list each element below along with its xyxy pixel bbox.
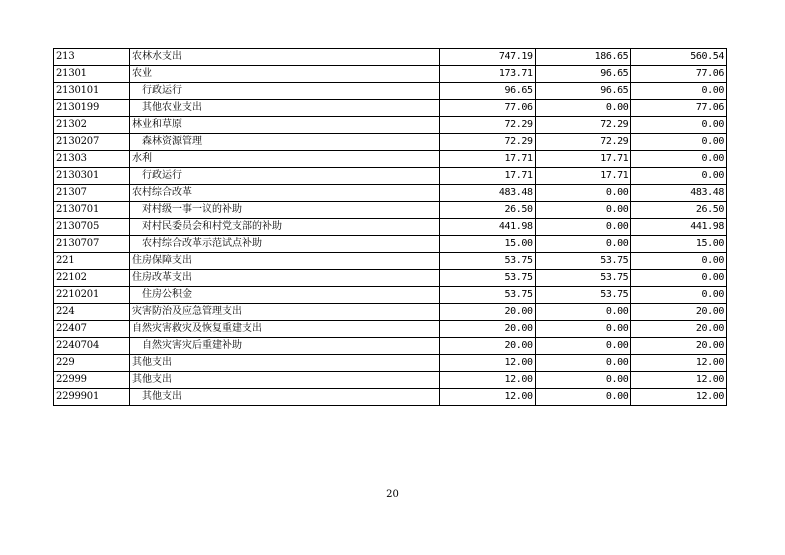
table-row [54,253,727,270]
table-row [54,49,727,66]
subject-name-cell: 农村综合改革示范试点补助 [130,236,440,253]
subject-name-cell: 其他支出 [130,372,440,389]
subject-name-cell: 其他农业支出 [130,100,440,117]
subject-code-cell: 22102 [54,270,130,287]
total-amount-cell: 12.00 [440,355,536,372]
table-row [54,287,727,304]
basic-expenditure-cell: 72.29 [535,117,631,134]
total-amount-cell: 20.00 [440,304,536,321]
project-expenditure-cell: 12.00 [631,389,727,406]
basic-expenditure-cell: 0.00 [535,202,631,219]
table-row [54,372,727,389]
project-expenditure-cell: 0.00 [631,117,727,134]
basic-expenditure-cell: 96.65 [535,83,631,100]
project-expenditure-cell: 0.00 [631,83,727,100]
subject-name-cell: 自然灾害灾后重建补助 [130,338,440,355]
subject-code-cell: 229 [54,355,130,372]
total-amount-cell: 12.00 [440,372,536,389]
subject-code-cell: 21302 [54,117,130,134]
project-expenditure-cell: 15.00 [631,236,727,253]
project-expenditure-cell: 77.06 [631,66,727,83]
total-amount-cell: 72.29 [440,134,536,151]
subject-code-cell: 221 [54,253,130,270]
basic-expenditure-cell: 0.00 [535,185,631,202]
total-amount-cell: 20.00 [440,338,536,355]
basic-expenditure-cell: 96.65 [535,66,631,83]
subject-code-cell: 2130207 [54,134,130,151]
subject-name-cell: 其他支出 [130,355,440,372]
basic-expenditure-cell: 0.00 [535,304,631,321]
subject-code-cell: 2130707 [54,236,130,253]
total-amount-cell: 483.48 [440,185,536,202]
table-row [54,270,727,287]
subject-name-cell: 灾害防治及应急管理支出 [130,304,440,321]
project-expenditure-cell: 26.50 [631,202,727,219]
subject-name-cell: 住房改革支出 [130,270,440,287]
subject-name-cell: 自然灾害救灾及恢复重建支出 [130,321,440,338]
table-row [54,151,727,168]
table-row [54,389,727,406]
table-row [54,321,727,338]
total-amount-cell: 20.00 [440,321,536,338]
basic-expenditure-cell: 17.71 [535,151,631,168]
expenditure-table [53,48,727,406]
table-row [54,304,727,321]
project-expenditure-cell: 0.00 [631,151,727,168]
subject-code-cell: 213 [54,49,130,66]
subject-code-cell: 22999 [54,372,130,389]
project-expenditure-cell: 77.06 [631,100,727,117]
project-expenditure-cell: 0.00 [631,134,727,151]
project-expenditure-cell: 20.00 [631,321,727,338]
total-amount-cell: 72.29 [440,117,536,134]
subject-name-cell: 对村级一事一议的补助 [130,202,440,219]
table-body [54,49,727,406]
subject-code-cell: 224 [54,304,130,321]
basic-expenditure-cell: 0.00 [535,321,631,338]
table-row [54,219,727,236]
project-expenditure-cell: 0.00 [631,168,727,185]
subject-name-cell: 行政运行 [130,168,440,185]
total-amount-cell: 12.00 [440,389,536,406]
subject-name-cell: 对村民委员会和村党支部的补助 [130,219,440,236]
subject-name-cell: 农业 [130,66,440,83]
basic-expenditure-cell: 72.29 [535,134,631,151]
basic-expenditure-cell: 186.65 [535,49,631,66]
table-row [54,83,727,100]
subject-code-cell: 2130701 [54,202,130,219]
basic-expenditure-cell: 0.00 [535,236,631,253]
project-expenditure-cell: 483.48 [631,185,727,202]
total-amount-cell: 747.19 [440,49,536,66]
total-amount-cell: 441.98 [440,219,536,236]
project-expenditure-cell: 12.00 [631,355,727,372]
table-row [54,202,727,219]
table-row [54,100,727,117]
table-row [54,168,727,185]
subject-name-cell: 林业和草原 [130,117,440,134]
subject-code-cell: 2130101 [54,83,130,100]
basic-expenditure-cell: 53.75 [535,287,631,304]
project-expenditure-cell: 0.00 [631,270,727,287]
subject-code-cell: 2299901 [54,389,130,406]
table-row [54,117,727,134]
project-expenditure-cell: 0.00 [631,253,727,270]
subject-code-cell: 2130705 [54,219,130,236]
total-amount-cell: 15.00 [440,236,536,253]
subject-name-cell: 农村综合改革 [130,185,440,202]
subject-code-cell: 21303 [54,151,130,168]
subject-name-cell: 水利 [130,151,440,168]
basic-expenditure-cell: 0.00 [535,372,631,389]
table-row [54,185,727,202]
subject-name-cell: 住房保障支出 [130,253,440,270]
subject-code-cell: 2130199 [54,100,130,117]
project-expenditure-cell: 0.00 [631,287,727,304]
table-row [54,236,727,253]
total-amount-cell: 17.71 [440,151,536,168]
project-expenditure-cell: 20.00 [631,338,727,355]
total-amount-cell: 173.71 [440,66,536,83]
subject-name-cell: 农林水支出 [130,49,440,66]
subject-code-cell: 21301 [54,66,130,83]
basic-expenditure-cell: 53.75 [535,253,631,270]
project-expenditure-cell: 20.00 [631,304,727,321]
subject-name-cell: 其他支出 [130,389,440,406]
subject-name-cell: 住房公积金 [130,287,440,304]
basic-expenditure-cell: 0.00 [535,219,631,236]
total-amount-cell: 53.75 [440,270,536,287]
total-amount-cell: 53.75 [440,287,536,304]
table-row [54,134,727,151]
table-row [54,355,727,372]
subject-name-cell: 森林资源管理 [130,134,440,151]
page-number: 20 [386,489,399,500]
table-row [54,338,727,355]
project-expenditure-cell: 12.00 [631,372,727,389]
basic-expenditure-cell: 0.00 [535,355,631,372]
total-amount-cell: 53.75 [440,253,536,270]
basic-expenditure-cell: 0.00 [535,389,631,406]
basic-expenditure-cell: 0.00 [535,100,631,117]
table-row [54,66,727,83]
basic-expenditure-cell: 0.00 [535,338,631,355]
subject-code-cell: 2210201 [54,287,130,304]
subject-code-cell: 2240704 [54,338,130,355]
basic-expenditure-cell: 53.75 [535,270,631,287]
total-amount-cell: 96.65 [440,83,536,100]
total-amount-cell: 77.06 [440,100,536,117]
subject-code-cell: 2130301 [54,168,130,185]
project-expenditure-cell: 441.98 [631,219,727,236]
total-amount-cell: 26.50 [440,202,536,219]
subject-code-cell: 22407 [54,321,130,338]
subject-code-cell: 21307 [54,185,130,202]
basic-expenditure-cell: 17.71 [535,168,631,185]
subject-name-cell: 行政运行 [130,83,440,100]
total-amount-cell: 17.71 [440,168,536,185]
project-expenditure-cell: 560.54 [631,49,727,66]
